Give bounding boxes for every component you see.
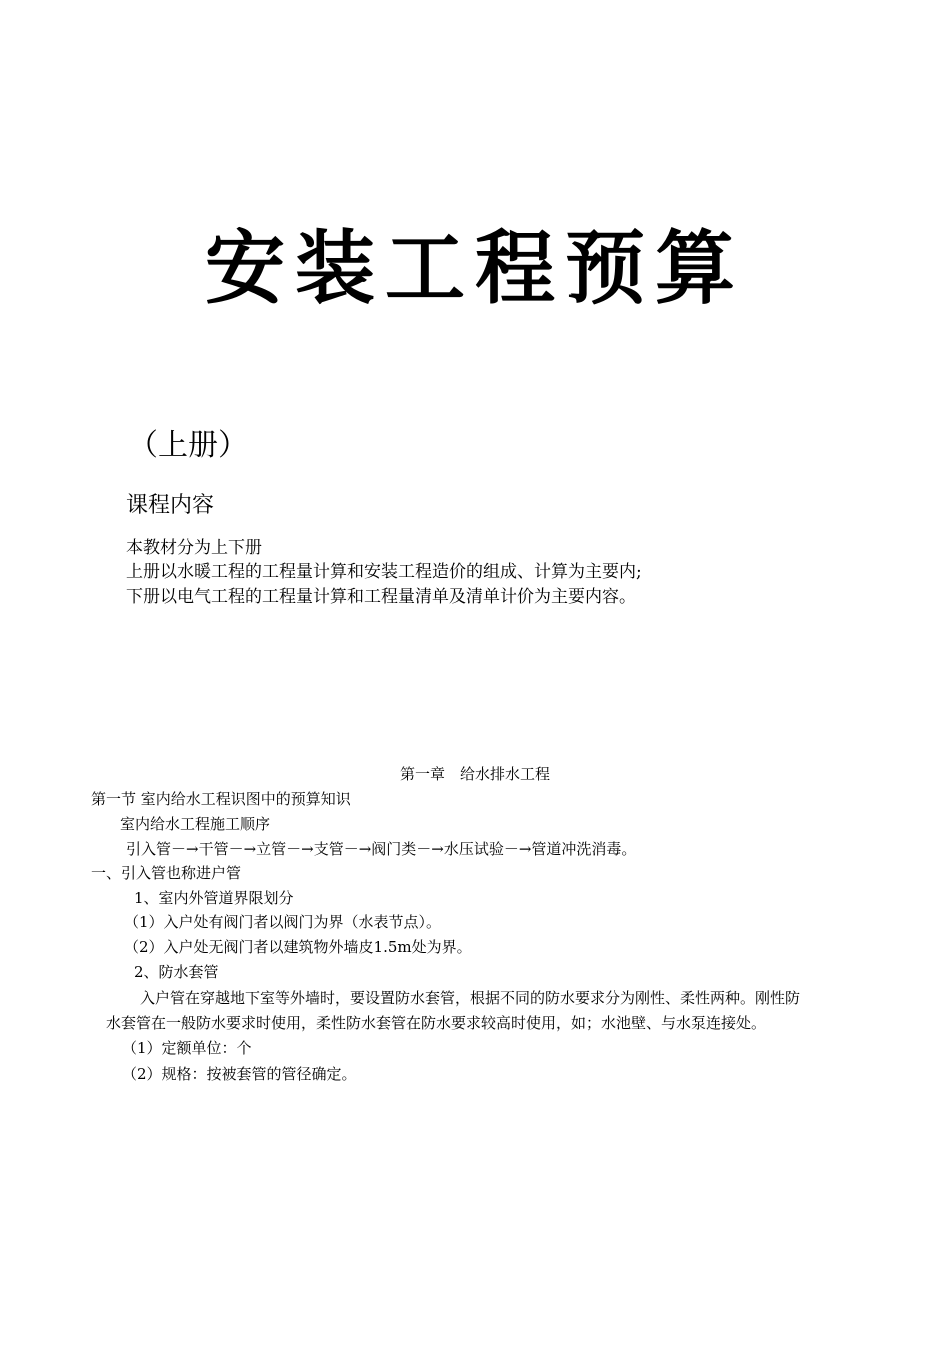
course-line-2: 上册以水暖工程的工程量计算和安装工程造价的组成、计算为主要内; [126,562,642,582]
course-line-3: 下册以电气工程的工程量计算和工程量清单及清单计价为主要内容。 [126,587,636,607]
course-content-heading: 课程内容 [126,493,215,518]
item-1-a: （1）入户处有阀门者以阀门为界（水表节点）。 [124,913,442,931]
chapter-title: 第一章 给水排水工程 [399,765,550,783]
item-1-b: （2）入户处无阀门者以建筑物外墙皮1.5m处为界。 [124,938,472,956]
construction-sequence: 引入管－→干管－→立管－→支管－→阀门类－→水压试验－→管道冲洗消毒。 [126,840,637,858]
course-line-1: 本教材分为上下册 [126,538,262,558]
volume-label: （上册） [128,428,248,463]
item-2-a: （1）定额单位：个 [122,1039,252,1057]
item-2-heading: 2、防水套管 [134,963,219,981]
sequence-heading: 室内给水工程施工顺序 [120,815,271,833]
item-2-b: （2）规格：按被套管的管径确定。 [122,1065,357,1083]
item-2-paragraph-line-2: 水套管在一般防水要求时使用，柔性防水套管在防水要求较高时使用，如；水池壁、与水泵连接处。 [106,1014,767,1032]
item-1-heading: 1、室内外管道界限划分 [134,889,294,907]
document-title: 安装工程预算 [205,221,745,315]
item-2-paragraph-line-1: 入户管在穿越地下室等外墙时，要设置防水套管，根据不同的防水要求分为刚性、柔性两种。刚性防 [140,989,801,1007]
part-1-heading: 一、引入管也称进户管 [91,864,242,882]
section-title: 第一节 室内给水工程识图中的预算知识 [91,790,351,808]
